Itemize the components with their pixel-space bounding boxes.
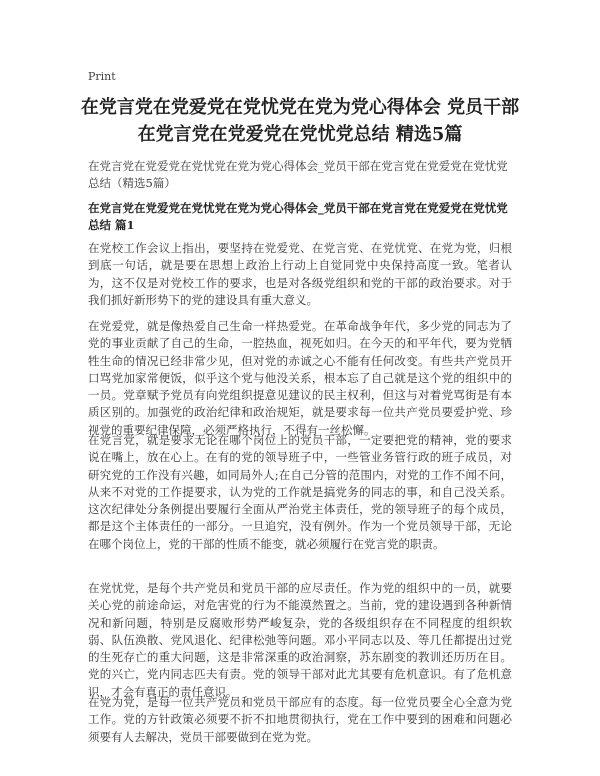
paragraph-2: 在党爱党，就是像热爱自己生命一样热爱党。在革命战争年代，多少党的同志为了党的事业贡献了自己的生命，一腔热血，视死如归。在今天的和平年代，要为党牺牲生命的情况已经非常少见，但对党的赤诚之心不能有任何改变。有些共产党员开口骂党加家常便饭，似乎这个党与他没关系，根本忘了自己就是这个党的组织中的一员。党章赋予党员有向党组织提意见建议的民主权利，但这与对着党骂街是有本质区别的。加强党的政治纪律和政治规矩，就是要求每一位共产党员要爱护党、珍视党的重要纪律保障，必须严格执行，不得有一丝松懈。 (88, 319, 512, 437)
document-subtitle: 在党言党在党爱党在党忧党在党为党心得体会_党员干部在党言党在党爱党在党忧党总结（精选5篇） (88, 159, 508, 190)
section-heading: 在党言党在党爱党在党忧党在党为党心得体会_党员干部在党言党在党爱党在党忧党总结 篇1 (88, 201, 508, 232)
document-title: 在党言党在党爱党在党忧党在党为党心得体会 党员干部在党言党在党爱党在党忧党总结 精选5篇 (80, 97, 520, 145)
paragraph-3: 在党言党，就是要求无论在哪个岗位上的党员干部，一定要把党的精神，党的要求说在嘴上，放在心上。在有的党的领导班子中，一些管业务管行政的班子成员，对研究党的工作没有兴趣，如同局外人;在自己分管的范围内，对党的工作不闻不问，从来不对党的工作提要求，认为党的工作就是搞党务的同志的事，和自己没关系。这次纪律处分条例提出要履行全面从严治党主体责任，党的领导班子的每个成员，都是这个主体责任的一部分。一旦追究，没有例外。作为一个党员领导干部，无论在哪个岗位上，党的干部的性质不能变，就必须履行在党言党的职责。 (88, 433, 512, 551)
paragraph-5: 在党为党，是每一位共产党员和党员干部应有的态度。每一位党员要全心全意为党工作。党的方针政策必须要不折不扣地贯彻执行，党在工作中要到的困难和问题必须要有人去解决，党员干部要做到在党为党。 (88, 695, 512, 744)
paragraph-4: 在党忧党，是每个共产党员和党员干部的应尽责任。作为党的组织中的一员，就要关心党的前途命运，对危害党的行为不能漠然置之。当前，党的建设遇到各种新情况和新问题，特别是反腐败形势严峻复杂，党的各级组织存在不同程度的组织软弱、队伍涣散、党风退化、纪律松弛等问题。邓小平同志以及、等几任都提出过党的生死存亡的重大问题，这是非常深重的政治洞察，苏东剧变的教训还历历在目。党的兴亡，党内同志匹夫有责。党的领导干部对此尤其要有危机意识。有了危机意识，才会有真正的责任意识。 (88, 581, 512, 699)
print-label[interactable]: Print (88, 70, 116, 83)
paragraph-1: 在党校工作会议上指出，要坚持在党爱党、在党言党、在党忧党、在党为党，归根到底一句话，就是要在思想上政治上行动上自觉同党中央保持高度一致。笔者认为，这不仅是对党校工作的要求，也是对各级党组织和党的干部的政治要求。对于我们抓好新形势下的党的建设具有重大意义。 (88, 241, 512, 307)
